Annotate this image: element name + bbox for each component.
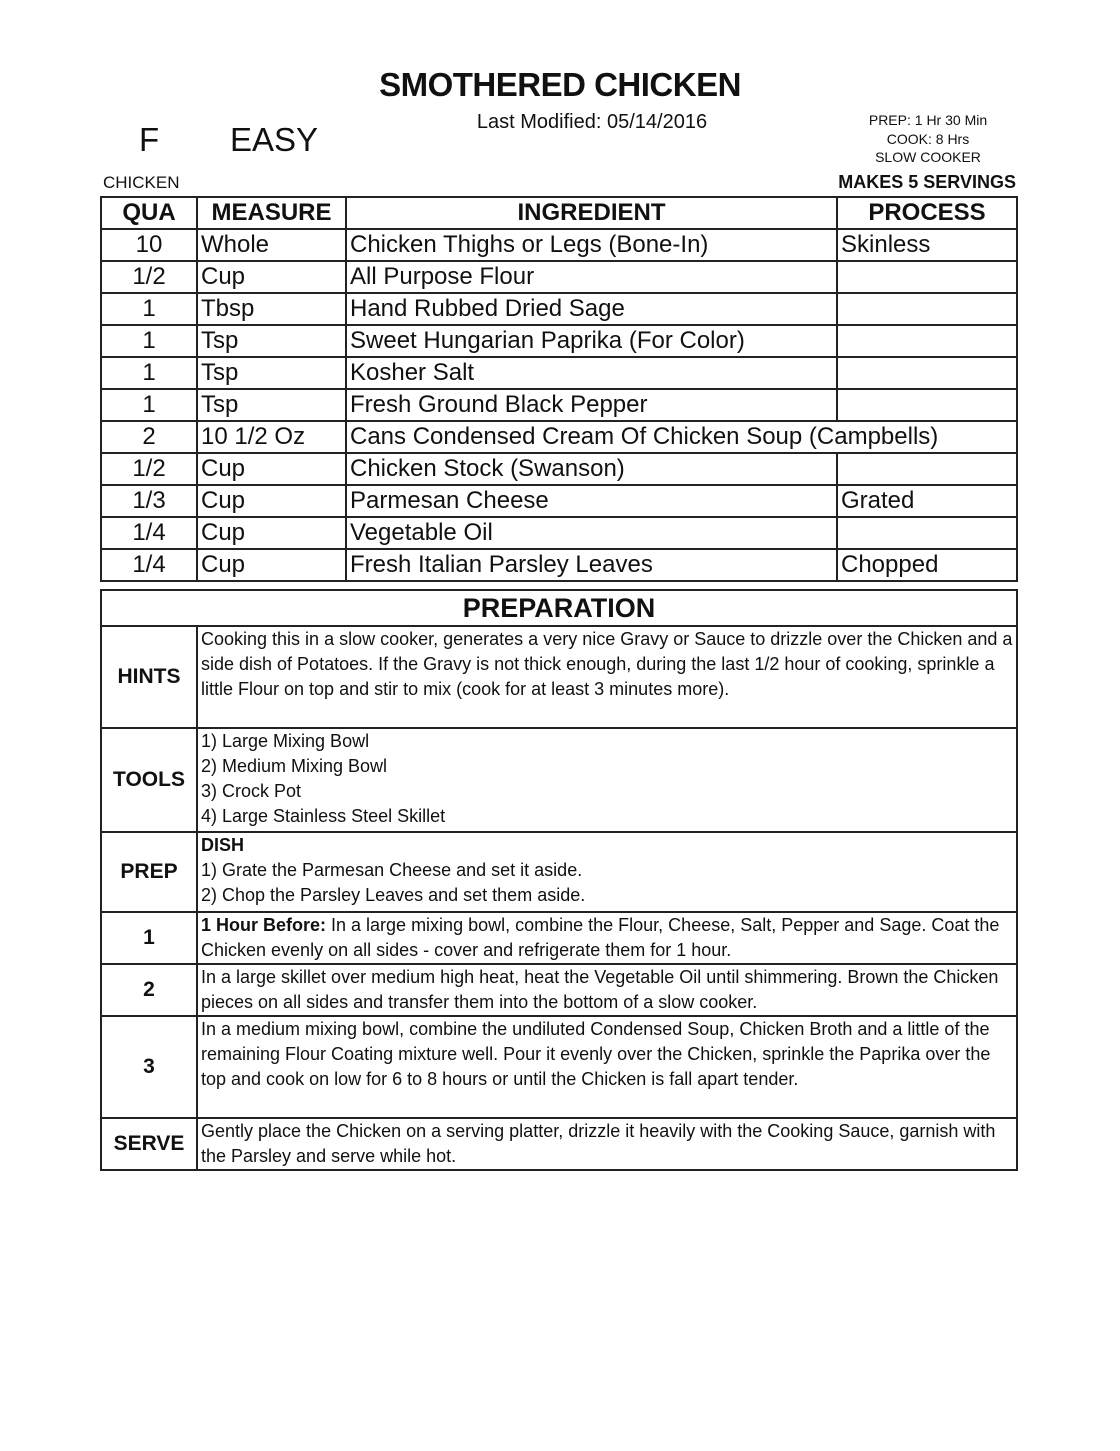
- prep-time: PREP: 1 Hr 30 Min: [868, 112, 988, 128]
- prep-item: 2) Chop the Parsley Leaves and set them aside.: [201, 885, 586, 905]
- qty-cell: 1/4: [101, 549, 197, 581]
- table-row: [101, 549, 1017, 581]
- table-row: [101, 229, 1017, 261]
- column-header-qua: QUA: [101, 197, 197, 229]
- ingredient-cell: Sweet Hungarian Paprika (For Color): [346, 325, 837, 357]
- process-cell: Skinless: [837, 229, 1017, 261]
- qty-cell: 1/4: [101, 517, 197, 549]
- cook-method: SLOW COOKER: [875, 149, 981, 165]
- measure-cell: Cup: [197, 485, 346, 517]
- servings-label: MAKES 5 SERVINGS: [838, 172, 1016, 192]
- ingredient-cell: Parmesan Cheese: [346, 485, 837, 517]
- measure-cell: Cup: [197, 549, 346, 581]
- ingredient-cell: Chicken Thighs or Legs (Bone-In): [346, 229, 837, 261]
- ingredient-cell: Hand Rubbed Dried Sage: [346, 293, 837, 325]
- step-text: [197, 964, 1017, 1016]
- qty-cell: 1/2: [101, 261, 197, 293]
- step-row: [101, 1016, 1017, 1118]
- table-row: [101, 261, 1017, 293]
- qty-cell: 1: [101, 389, 197, 421]
- preparation-title: PREPARATION: [101, 590, 1017, 626]
- prep-row: [101, 832, 1017, 912]
- measure-cell: Whole: [197, 229, 346, 261]
- process-cell: [837, 389, 1017, 421]
- process-cell: [837, 453, 1017, 485]
- table-row: [101, 357, 1017, 389]
- cook-time: COOK: 8 Hrs: [886, 130, 970, 147]
- step-number: 3: [101, 1016, 197, 1118]
- qty-cell: 2: [101, 421, 197, 453]
- process-cell: [837, 293, 1017, 325]
- table-row: [101, 485, 1017, 517]
- tool-item: 2) Medium Mixing Bowl: [201, 756, 388, 776]
- ingredient-cell: Cans Condensed Cream Of Chicken Soup (Campbells): [346, 421, 1017, 453]
- tools-label: TOOLS: [101, 728, 197, 832]
- time-info: [848, 111, 1008, 167]
- table-row: [101, 517, 1017, 549]
- qty-cell: 10: [101, 229, 197, 261]
- step-body: In a large mixing bowl, combine the Flour, Cheese, Salt, Pepper and Sage. Coat the Chicken evenly on all sides - cover and refrigerate them for 1 hour.: [201, 915, 1000, 960]
- table-row: [101, 389, 1017, 421]
- qty-cell: 1: [101, 293, 197, 325]
- step-number: 2: [101, 964, 197, 1016]
- measure-cell: Tsp: [197, 389, 346, 421]
- process-cell: [837, 325, 1017, 357]
- qty-cell: 1: [101, 357, 197, 389]
- table-row: [101, 325, 1017, 357]
- tool-item: 3) Crock Pot: [201, 781, 302, 801]
- ingredient-cell: Fresh Italian Parsley Leaves: [346, 549, 837, 581]
- serve-label: SERVE: [101, 1118, 197, 1170]
- qty-cell: 1/3: [101, 485, 197, 517]
- measure-cell: Cup: [197, 517, 346, 549]
- measure-cell: Tsp: [197, 357, 346, 389]
- prep-list: [197, 832, 1017, 912]
- ingredients-table: [100, 196, 1018, 582]
- process-cell: Chopped: [837, 549, 1017, 581]
- prep-heading: DISH: [201, 835, 245, 855]
- hints-label: HINTS: [101, 626, 197, 728]
- serve-row: [101, 1118, 1017, 1170]
- measure-cell: Tsp: [197, 325, 346, 357]
- qty-cell: 1: [101, 325, 197, 357]
- table-row: [101, 421, 1017, 453]
- step-row: [101, 912, 1017, 964]
- difficulty-label: EASY: [230, 121, 319, 158]
- table-row: [101, 453, 1017, 485]
- ingredients-header-row: [101, 197, 1017, 229]
- step-text: [197, 1016, 1017, 1118]
- process-cell: [837, 261, 1017, 293]
- ingredient-cell: Fresh Ground Black Pepper: [346, 389, 837, 421]
- tool-item: 1) Large Mixing Bowl: [201, 731, 370, 751]
- step-body: In a large skillet over medium high heat, heat the Vegetable Oil until shimmering. Brown the Chicken pieces on all sides and transfer them into the bottom of a slow cooker.: [201, 967, 999, 1012]
- hints-row: [101, 626, 1017, 728]
- process-cell: [837, 357, 1017, 389]
- ingredient-cell: Chicken Stock (Swanson): [346, 453, 837, 485]
- prep-label: PREP: [101, 832, 197, 912]
- step-text: [197, 912, 1017, 964]
- measure-cell: Cup: [197, 453, 346, 485]
- measure-cell: Cup: [197, 261, 346, 293]
- column-header-process: PROCESS: [837, 197, 1017, 229]
- column-header-ingredient: INGREDIENT: [346, 197, 837, 229]
- ingredient-cell: All Purpose Flour: [346, 261, 837, 293]
- recipe-title: SMOTHERED CHICKEN: [379, 66, 741, 103]
- step-row: [101, 964, 1017, 1016]
- process-cell: Grated: [837, 485, 1017, 517]
- tool-item: 4) Large Stainless Steel Skillet: [201, 806, 446, 826]
- tools-list: [197, 728, 1017, 832]
- recipe-code: F: [139, 121, 160, 158]
- serve-text: Gently place the Chicken on a serving platter, drizzle it heavily with the Cooking Sauce, garnish with the Parsley and serve while hot.: [197, 1118, 1017, 1170]
- ingredient-cell: Kosher Salt: [346, 357, 837, 389]
- step-body: In a medium mixing bowl, combine the undiluted Condensed Soup, Chicken Broth and a little of the remaining Flour Coating mixture well. Pour it evenly over the Chicken, sprinkle the Paprika over the top and cook on low for 6 to 8 hours or until the Chicken is fall apart tender.: [201, 1019, 991, 1089]
- measure-cell: 10 1/2 Oz: [197, 421, 346, 453]
- step-lead: 1 Hour Before:: [201, 915, 327, 935]
- column-header-measure: MEASURE: [197, 197, 346, 229]
- hints-text: Cooking this in a slow cooker, generates a very nice Gravy or Sauce to drizzle over the Chicken and a side dish of Potatoes. If the Gravy is not thick enough, during the last 1/2 hour of cooking, sprinkle a little Flour on top and stir to mix (cook for at least 3 minutes more).: [197, 626, 1017, 728]
- measure-cell: Tbsp: [197, 293, 346, 325]
- prep-item: 1) Grate the Parmesan Cheese and set it aside.: [201, 860, 583, 880]
- ingredient-cell: Vegetable Oil: [346, 517, 837, 549]
- table-row: [101, 293, 1017, 325]
- preparation-table: [100, 589, 1018, 1171]
- qty-cell: 1/2: [101, 453, 197, 485]
- step-number: 1: [101, 912, 197, 964]
- last-modified: Last Modified: 05/14/2016: [476, 111, 708, 133]
- tools-row: [101, 728, 1017, 832]
- recipe-category: CHICKEN: [103, 173, 180, 192]
- process-cell: [837, 517, 1017, 549]
